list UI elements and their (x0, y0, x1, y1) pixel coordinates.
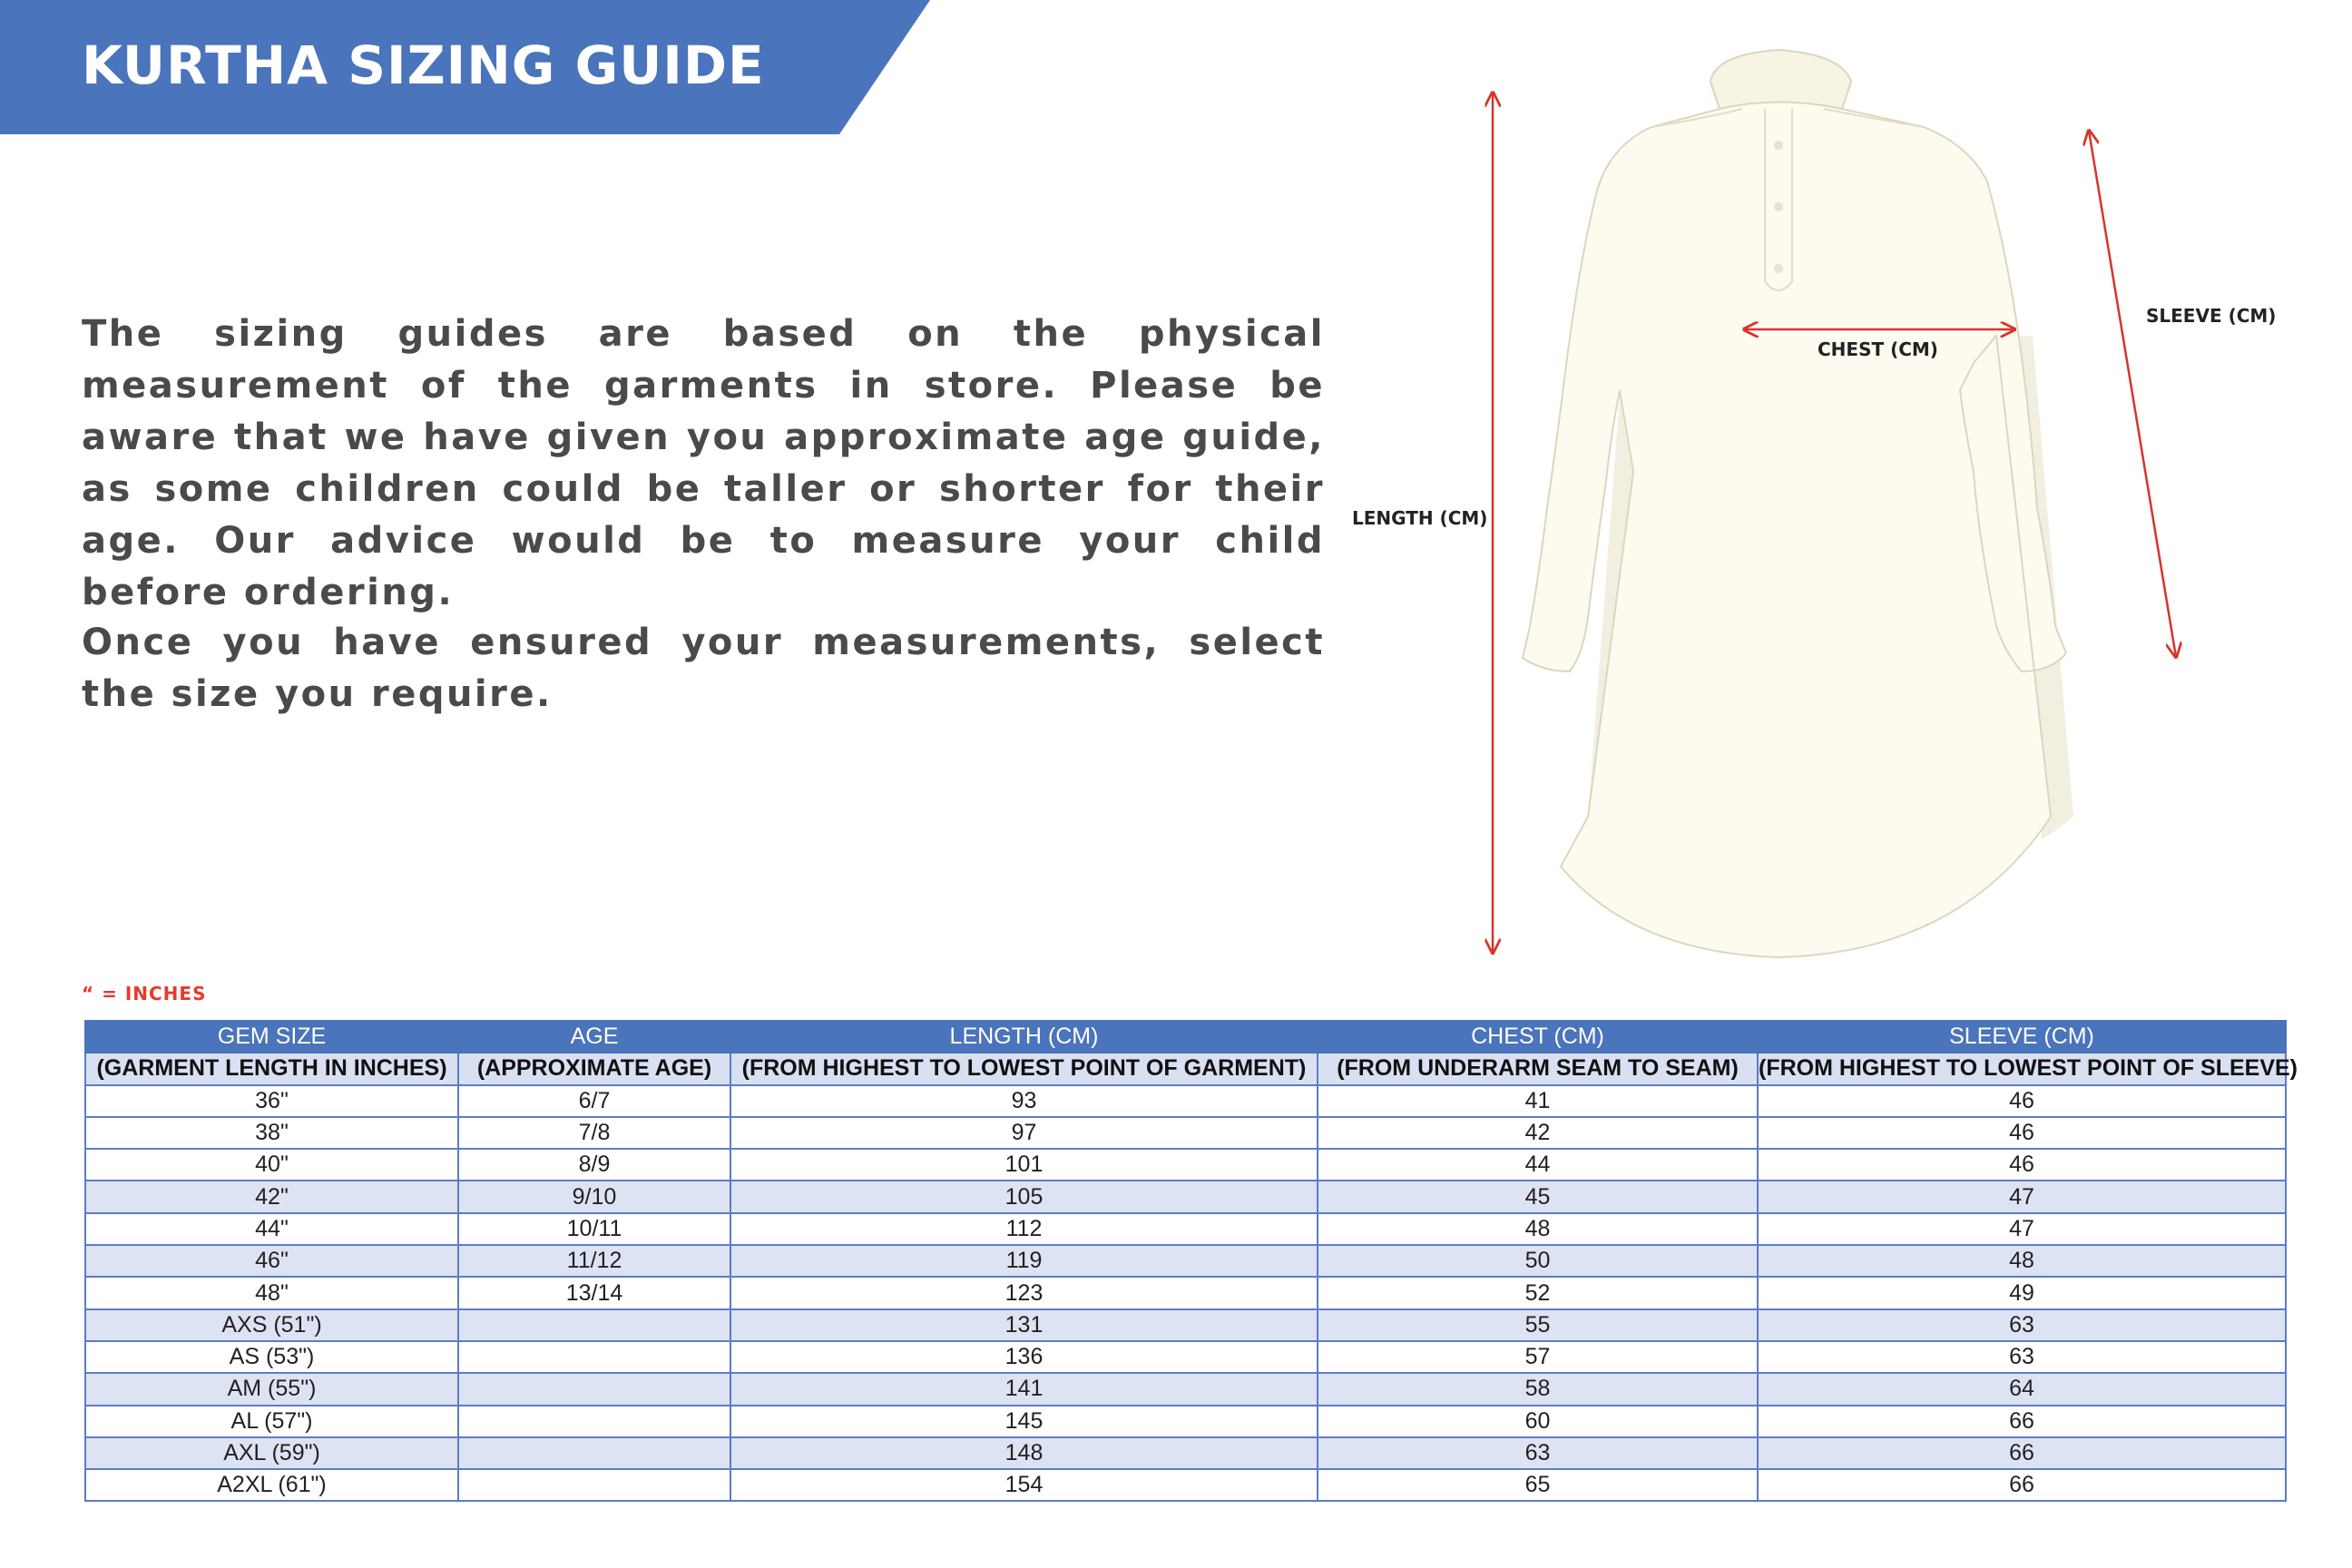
cell-chest: 57 (1318, 1341, 1758, 1373)
instruction-paragraph: Once you have ensured your measurements, select the size you require. (82, 622, 1325, 715)
cell-length: 145 (730, 1406, 1318, 1437)
cell-gem-size: 42" (85, 1181, 458, 1212)
cell-gem-size: 40" (85, 1149, 458, 1181)
cell-length: 123 (730, 1277, 1318, 1308)
kurtha-diagram (1352, 36, 2305, 971)
size-table (84, 1020, 2298, 1502)
cell-length: 141 (730, 1373, 1318, 1405)
cell-length: 119 (730, 1245, 1318, 1277)
cell-gem-size: AXS (51") (85, 1309, 458, 1341)
table-row (85, 1181, 2286, 1212)
cell-age: 11/12 (458, 1245, 730, 1277)
header-age: AGE (458, 1021, 730, 1053)
length-label: LENGTH (CM) (1352, 507, 1488, 529)
header-sleeve: SLEEVE (CM) (1758, 1021, 2286, 1053)
table-row (85, 1341, 2286, 1373)
cell-age: 13/14 (458, 1277, 730, 1308)
cell-age: 8/9 (458, 1149, 730, 1181)
table-row (85, 1373, 2286, 1405)
cell-sleeve: 66 (1758, 1406, 2286, 1437)
cell-sleeve: 46 (1758, 1085, 2286, 1117)
kurtha-illustration (1523, 50, 2073, 957)
cell-sleeve: 47 (1758, 1181, 2286, 1212)
cell-sleeve: 47 (1758, 1213, 2286, 1245)
cell-chest: 58 (1318, 1373, 1758, 1405)
cell-age (458, 1373, 730, 1405)
header-banner (0, 0, 930, 134)
inches-note: “ = INCHES (82, 983, 207, 1004)
table-row (85, 1245, 2286, 1277)
cell-age (458, 1469, 730, 1501)
cell-gem-size: AXL (59") (85, 1437, 458, 1469)
cell-age (458, 1437, 730, 1469)
cell-sleeve: 64 (1758, 1373, 2286, 1405)
cell-chest: 60 (1318, 1406, 1758, 1437)
cell-gem-size: 36" (85, 1085, 458, 1117)
cell-length: 101 (730, 1149, 1318, 1181)
cell-age: 9/10 (458, 1181, 730, 1212)
cell-sleeve: 46 (1758, 1117, 2286, 1149)
cell-chest: 50 (1318, 1245, 1758, 1277)
sleeve-arrow (2089, 131, 2176, 657)
table-row (85, 1406, 2286, 1437)
cell-length: 148 (730, 1437, 1318, 1469)
cell-sleeve: 63 (1758, 1341, 2286, 1373)
cell-sleeve: 49 (1758, 1277, 2286, 1308)
table-row (85, 1213, 2286, 1245)
table-row (85, 1149, 2286, 1181)
sleeve-label: SLEEVE (CM) (2146, 305, 2277, 327)
cell-age (458, 1406, 730, 1437)
table-row (85, 1117, 2286, 1149)
header-length: LENGTH (CM) (730, 1021, 1318, 1053)
table-row (85, 1469, 2286, 1501)
cell-length: 93 (730, 1085, 1318, 1117)
page-title: KURTHA SIZING GUIDE (82, 34, 765, 96)
header-gem-size: GEM SIZE (85, 1021, 458, 1053)
cell-length: 97 (730, 1117, 1318, 1149)
cell-sleeve: 66 (1758, 1469, 2286, 1501)
cell-sleeve: 66 (1758, 1437, 2286, 1469)
cell-gem-size: 48" (85, 1277, 458, 1308)
cell-gem-size: AS (53") (85, 1341, 458, 1373)
cell-length: 136 (730, 1341, 1318, 1373)
cell-chest: 65 (1318, 1469, 1758, 1501)
table-row (85, 1277, 2286, 1308)
cell-age: 7/8 (458, 1117, 730, 1149)
cell-gem-size: A2XL (61") (85, 1469, 458, 1501)
cell-gem-size: AM (55") (85, 1373, 458, 1405)
table-row (85, 1085, 2286, 1117)
cell-age (458, 1341, 730, 1373)
cell-length: 112 (730, 1213, 1318, 1245)
table-row (85, 1309, 2286, 1341)
table-row (85, 1437, 2286, 1469)
subheader-sleeve: (FROM HIGHEST TO LOWEST POINT OF SLEEVE) (1758, 1053, 2286, 1084)
cell-chest: 44 (1318, 1149, 1758, 1181)
intro-paragraph: The sizing guides are based on the physical measurement of the garments in store. Please be aware that we have given you approximate age guide, as some children could be taller or shorter for their age. Our advice would be to measure your child before ordering. (82, 313, 1325, 613)
cell-sleeve: 63 (1758, 1309, 2286, 1341)
cell-age (458, 1309, 730, 1341)
subheader-gem-size: (GARMENT LENGTH IN INCHES) (85, 1053, 458, 1084)
chest-label: CHEST (CM) (1818, 338, 1938, 360)
cell-length: 131 (730, 1309, 1318, 1341)
cell-length: 105 (730, 1181, 1318, 1212)
subheader-chest: (FROM UNDERARM SEAM TO SEAM) (1318, 1053, 1758, 1084)
cell-chest: 45 (1318, 1181, 1758, 1212)
cell-age: 10/11 (458, 1213, 730, 1245)
cell-chest: 52 (1318, 1277, 1758, 1308)
cell-chest: 63 (1318, 1437, 1758, 1469)
subheader-age: (APPROXIMATE AGE) (458, 1053, 730, 1084)
cell-chest: 48 (1318, 1213, 1758, 1245)
cell-gem-size: 38" (85, 1117, 458, 1149)
cell-chest: 42 (1318, 1117, 1758, 1149)
header-chest: CHEST (CM) (1318, 1021, 1758, 1053)
cell-gem-size: 46" (85, 1245, 458, 1277)
subheader-length: (FROM HIGHEST TO LOWEST POINT OF GARMENT) (730, 1053, 1318, 1084)
cell-gem-size: 44" (85, 1213, 458, 1245)
cell-gem-size: AL (57") (85, 1406, 458, 1437)
cell-length: 154 (730, 1469, 1318, 1501)
cell-sleeve: 46 (1758, 1149, 2286, 1181)
cell-chest: 41 (1318, 1085, 1758, 1117)
cell-sleeve: 48 (1758, 1245, 2286, 1277)
cell-chest: 55 (1318, 1309, 1758, 1341)
table-header-row (85, 1021, 2286, 1053)
table-subheader-row (85, 1053, 2286, 1084)
cell-age: 6/7 (458, 1085, 730, 1117)
